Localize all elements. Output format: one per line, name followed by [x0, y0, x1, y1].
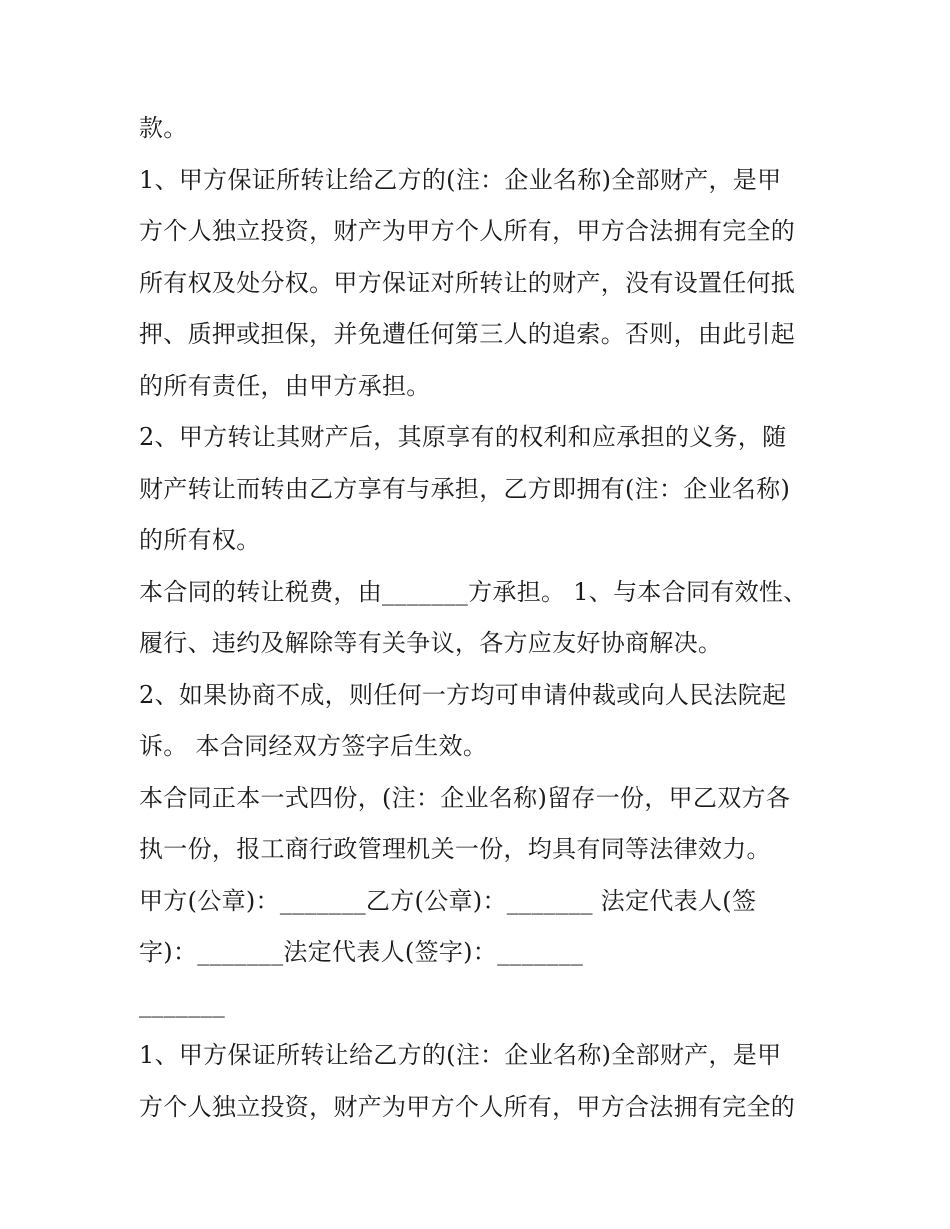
- text-line: 本合同正本一式四份，(注：企业名称)留存一份，甲乙双方各: [139, 783, 791, 812]
- text-line: 诉。 本合同经双方签字后生效。: [139, 732, 488, 760]
- text-line: 的所有责任，由甲方承担。: [139, 371, 431, 400]
- text-line: 财产转让而转由乙方享有与承担，乙方即拥有(注：企业名称): [139, 474, 791, 503]
- text-line: 方个人独立投资，财产为甲方个人所有，甲方合法拥有完全的: [139, 1092, 796, 1121]
- text-line: 执一份，报工商行政管理机关一份，均具有同等法律效力。: [139, 835, 771, 863]
- text-line: 1、甲方保证所转让给乙方的(注：企业名称)全部财产，是甲: [139, 165, 782, 194]
- text-line: 方个人独立投资，财产为甲方个人所有，甲方合法拥有完全的: [139, 217, 796, 245]
- text-line: 2、如果协商不成，则任何一方均可申请仲裁或向人民法院起: [139, 680, 787, 709]
- text-line: 本合同的转让税费，由_______方承担。 1、与本合同有效性、: [139, 577, 808, 606]
- text-line: 的所有权。: [139, 526, 261, 554]
- text-line: 甲方(公章)：_______乙方(公章)：_______ 法定代表人(签: [139, 886, 757, 915]
- text-line: 押、质押或担保，并免遭任何第三人的追索。否则，由此引起: [139, 320, 796, 348]
- text-line: 2、甲方转让其财产后，其原享有的权利和应承担的义务，随: [139, 423, 787, 451]
- text-line: 款。: [139, 114, 188, 142]
- text-line: 履行、违约及解除等有关争议，各方应友好协商解决。: [139, 629, 723, 657]
- text-line: 所有权及处分权。甲方保证对所转让的财产，没有设置任何抵: [139, 268, 796, 297]
- text-line: _______: [139, 989, 226, 1018]
- document-body: [139, 103, 839, 1133]
- text-line: 1、甲方保证所转让给乙方的(注：企业名称)全部财产，是甲: [139, 1041, 782, 1069]
- text-line: 字)：_______法定代表人(签字)：_______: [139, 938, 584, 966]
